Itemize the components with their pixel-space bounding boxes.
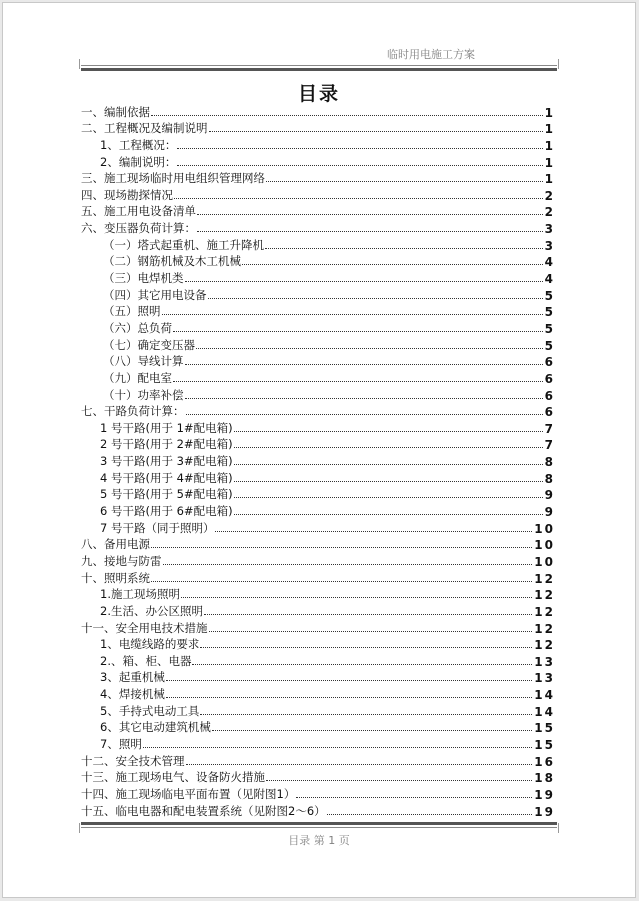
toc-entry-text: （十）功率补偿 [103,387,184,402]
toc-page-number: 3 [544,238,555,253]
toc-entry-text: 6 号干路(用于 6#配电箱) [100,504,233,519]
toc-leader-dots [186,764,533,765]
toc-page-number: 10 [534,521,555,536]
toc-entry[interactable] [81,403,555,420]
toc-page-number: 16 [534,754,555,769]
toc-entry-text: 二、工程概况及编制说明 [81,121,208,136]
toc-entry-text: 5 号干路(用于 5#配电箱) [100,487,233,502]
toc-entry[interactable] [81,519,555,536]
toc-page-number: 9 [544,488,555,503]
toc-page-number: 9 [544,505,555,520]
toc-entry-text: 2.、箱、柜、电器 [100,653,192,668]
toc-leader-dots [296,797,532,798]
toc-leader-dots [204,614,532,615]
toc-entry-text: （九）配电室 [103,370,172,385]
toc-page-number: 5 [544,321,555,336]
toc-entry-text: 3、起重机械 [100,670,165,685]
toc-entry[interactable] [81,719,555,736]
toc-leader-dots [151,581,532,582]
toc-leader-dots [266,780,532,781]
toc-page-number: 18 [534,771,555,786]
toc-entry-text: （一）塔式起重机、施工升降机 [103,237,264,252]
document-page [2,2,636,898]
toc-page-number: 14 [534,704,555,719]
margin-mark-top-left [79,59,80,69]
toc-entry-text: 十一、安全用电技术措施 [81,620,208,635]
toc-leader-dots [265,248,543,249]
toc-leader-dots [266,181,543,182]
toc-page-number: 5 [544,305,555,320]
toc-page-number: 19 [534,804,555,819]
toc-entry-text: 5、手持式电动工具 [100,703,200,718]
toc-entry-text: 2、编制说明： [100,154,177,169]
toc-page-number: 6 [544,371,555,386]
toc-leader-dots [173,381,543,382]
toc-entry-text: 1.施工现场照明 [100,587,180,602]
toc-entry[interactable] [81,219,555,236]
toc-entry-text: （二）钢筋机械及木工机械 [103,254,241,269]
toc-page-number: 3 [544,222,555,237]
toc-page-number: 13 [534,654,555,669]
toc-leader-dots [200,714,532,715]
toc-entry-text: 7 号干路（同于照明） [100,520,215,535]
toc-entry[interactable] [81,336,555,353]
toc-entry[interactable] [81,369,555,386]
toc-entry-text: 四、现场勘探情况 [81,187,173,202]
toc-entry-text: 4 号干路(用于 4#配电箱) [100,470,233,485]
toc-entry[interactable] [81,802,555,819]
toc-page-number: 5 [544,288,555,303]
toc-entry-text: （六）总负荷 [103,320,172,335]
toc-page-number: 8 [544,471,555,486]
toc-entry-text: 1、电缆线路的要求 [100,637,200,652]
toc-page-number: 1 [544,172,555,187]
toc-entry[interactable] [81,303,555,320]
toc-leader-dots [192,664,532,665]
toc-page-number: 8 [544,455,555,470]
toc-leader-dots [234,447,543,448]
toc-entry[interactable] [81,752,555,769]
toc-page-number: 6 [544,388,555,403]
toc-entry-text: （五）照明 [103,304,161,319]
toc-entry-text: 五、施工用电设备清单 [81,204,196,219]
toc-entry[interactable] [81,486,555,503]
toc-leader-dots [234,497,543,498]
toc-leader-dots [166,697,532,698]
toc-entry-text: 七、干路负荷计算： [81,404,185,419]
toc-page-number: 5 [544,338,555,353]
footer-rule-thick [81,822,557,825]
toc-leader-dots [143,747,532,748]
toc-leader-dots [181,597,532,598]
toc-title: 目录 [297,83,340,105]
toc-page-number: 12 [534,604,555,619]
toc-entry[interactable] [81,602,555,619]
toc-list [81,103,555,819]
toc-leader-dots [197,231,543,232]
toc-entry[interactable] [81,552,555,569]
toc-leader-dots [174,198,543,199]
toc-page-number: 12 [534,638,555,653]
toc-entry-text: 九、接地与防雷 [81,553,162,568]
toc-entry-text: （七）确定变压器 [103,337,195,352]
toc-entry[interactable] [81,586,555,603]
toc-page-number: 15 [534,737,555,752]
toc-leader-dots [209,131,543,132]
toc-entry-text: 7、照明 [100,736,142,751]
toc-entry-text: 一、编制依据 [81,104,150,119]
toc-page-number: 6 [544,405,555,420]
page-footer: 目录 第 1 页 [288,834,350,847]
toc-entry-text: 十二、安全技术管理 [81,753,185,768]
toc-entry[interactable] [81,652,555,669]
toc-entry[interactable] [81,619,555,636]
toc-entry[interactable] [81,236,555,253]
toc-entry[interactable] [81,103,555,120]
toc-entry[interactable] [81,170,555,187]
toc-page-number: 1 [544,138,555,153]
toc-entry[interactable] [81,569,555,586]
toc-leader-dots [177,165,542,166]
toc-leader-dots [185,281,543,282]
toc-entry-text: 1 号干路(用于 1#配电箱) [100,420,233,435]
toc-leader-dots [212,730,532,731]
toc-page-number: 12 [534,621,555,636]
header-rule-thick [81,68,557,71]
toc-leader-dots [163,564,533,565]
toc-entry[interactable] [81,319,555,336]
toc-page-number: 2 [544,188,555,203]
toc-entry[interactable] [81,120,555,137]
toc-leader-dots [185,364,543,365]
toc-entry[interactable] [81,386,555,403]
toc-entry-text: 2.生活、办公区照明 [100,603,203,618]
toc-page-number: 15 [534,721,555,736]
toc-leader-dots [234,481,543,482]
toc-page-number: 2 [544,205,555,220]
toc-entry[interactable] [81,286,555,303]
toc-entry-text: 3 号干路(用于 3#配电箱) [100,454,233,469]
toc-page-number: 1 [544,105,555,120]
toc-leader-dots [173,331,543,332]
toc-entry-text: （三）电焊机类 [103,271,184,286]
toc-leader-dots [197,214,543,215]
toc-page-number: 12 [534,588,555,603]
toc-leader-dots [177,148,542,149]
toc-entry-text: 十五、临电电器和配电装置系统（见附图2～6） [81,803,326,818]
toc-entry-text: 6、其它电动建筑机械 [100,720,211,735]
toc-entry-text: 六、变压器负荷计算： [81,221,196,236]
toc-leader-dots [196,348,543,349]
toc-entry-text: 2 号干路(用于 2#配电箱) [100,437,233,452]
toc-entry[interactable] [81,353,555,370]
toc-page-number: 1 [544,122,555,137]
toc-page-number: 1 [544,155,555,170]
toc-entry[interactable] [81,253,555,270]
toc-leader-dots [215,531,532,532]
toc-entry-text: 三、施工现场临时用电组织管理网络 [81,171,265,186]
toc-entry[interactable] [81,436,555,453]
toc-entry[interactable] [81,452,555,469]
toc-page-number: 4 [544,255,555,270]
toc-leader-dots [234,431,543,432]
toc-page-number: 7 [544,438,555,453]
toc-page-number: 19 [534,787,555,802]
toc-entry[interactable] [81,536,555,553]
toc-leader-dots [200,647,532,648]
header-rule-thin [81,65,557,66]
toc-entry[interactable] [81,419,555,436]
toc-entry-text: 八、备用电源 [81,537,150,552]
toc-entry-text: （四）其它用电设备 [103,287,207,302]
toc-page-number: 4 [544,272,555,287]
margin-mark-top-right [558,59,559,69]
toc-entry-text: 十四、施工现场临电平面布置（见附图1） [81,786,296,801]
toc-leader-dots [186,414,543,415]
toc-entry-text: （八）导线计算 [103,354,184,369]
toc-entry[interactable] [81,785,555,802]
toc-entry-text: 1、工程概况： [100,137,177,152]
toc-entry[interactable] [81,153,555,170]
running-header: 临时用电施工方案 [387,48,475,61]
toc-entry[interactable] [81,636,555,653]
toc-entry[interactable] [81,203,555,220]
toc-leader-dots [151,547,532,548]
toc-leader-dots [327,814,533,815]
toc-entry[interactable] [81,186,555,203]
toc-entry[interactable] [81,669,555,686]
toc-leader-dots [185,398,543,399]
toc-entry[interactable] [81,269,555,286]
toc-entry-text: 十三、施工现场电气、设备防火措施 [81,770,265,785]
footer-rule-thin [81,827,557,828]
toc-leader-dots [209,631,533,632]
toc-entry-text: 十、照明系统 [81,570,150,585]
toc-page-number: 10 [534,554,555,569]
toc-entry[interactable] [81,769,555,786]
toc-leader-dots [234,514,543,515]
toc-page-number: 7 [544,421,555,436]
toc-entry[interactable] [81,735,555,752]
toc-entry[interactable] [81,136,555,153]
toc-page-number: 13 [534,671,555,686]
toc-entry[interactable] [81,469,555,486]
toc-leader-dots [242,264,543,265]
toc-leader-dots [234,464,543,465]
toc-page-number: 14 [534,688,555,703]
toc-leader-dots [151,115,543,116]
toc-page-number: 6 [544,355,555,370]
toc-entry[interactable] [81,702,555,719]
toc-entry[interactable] [81,685,555,702]
toc-entry-text: 4、焊接机械 [100,687,165,702]
toc-page-number: 10 [534,538,555,553]
toc-leader-dots [166,680,532,681]
toc-page-number: 12 [534,571,555,586]
toc-leader-dots [208,298,543,299]
toc-entry[interactable] [81,502,555,519]
toc-leader-dots [162,314,543,315]
